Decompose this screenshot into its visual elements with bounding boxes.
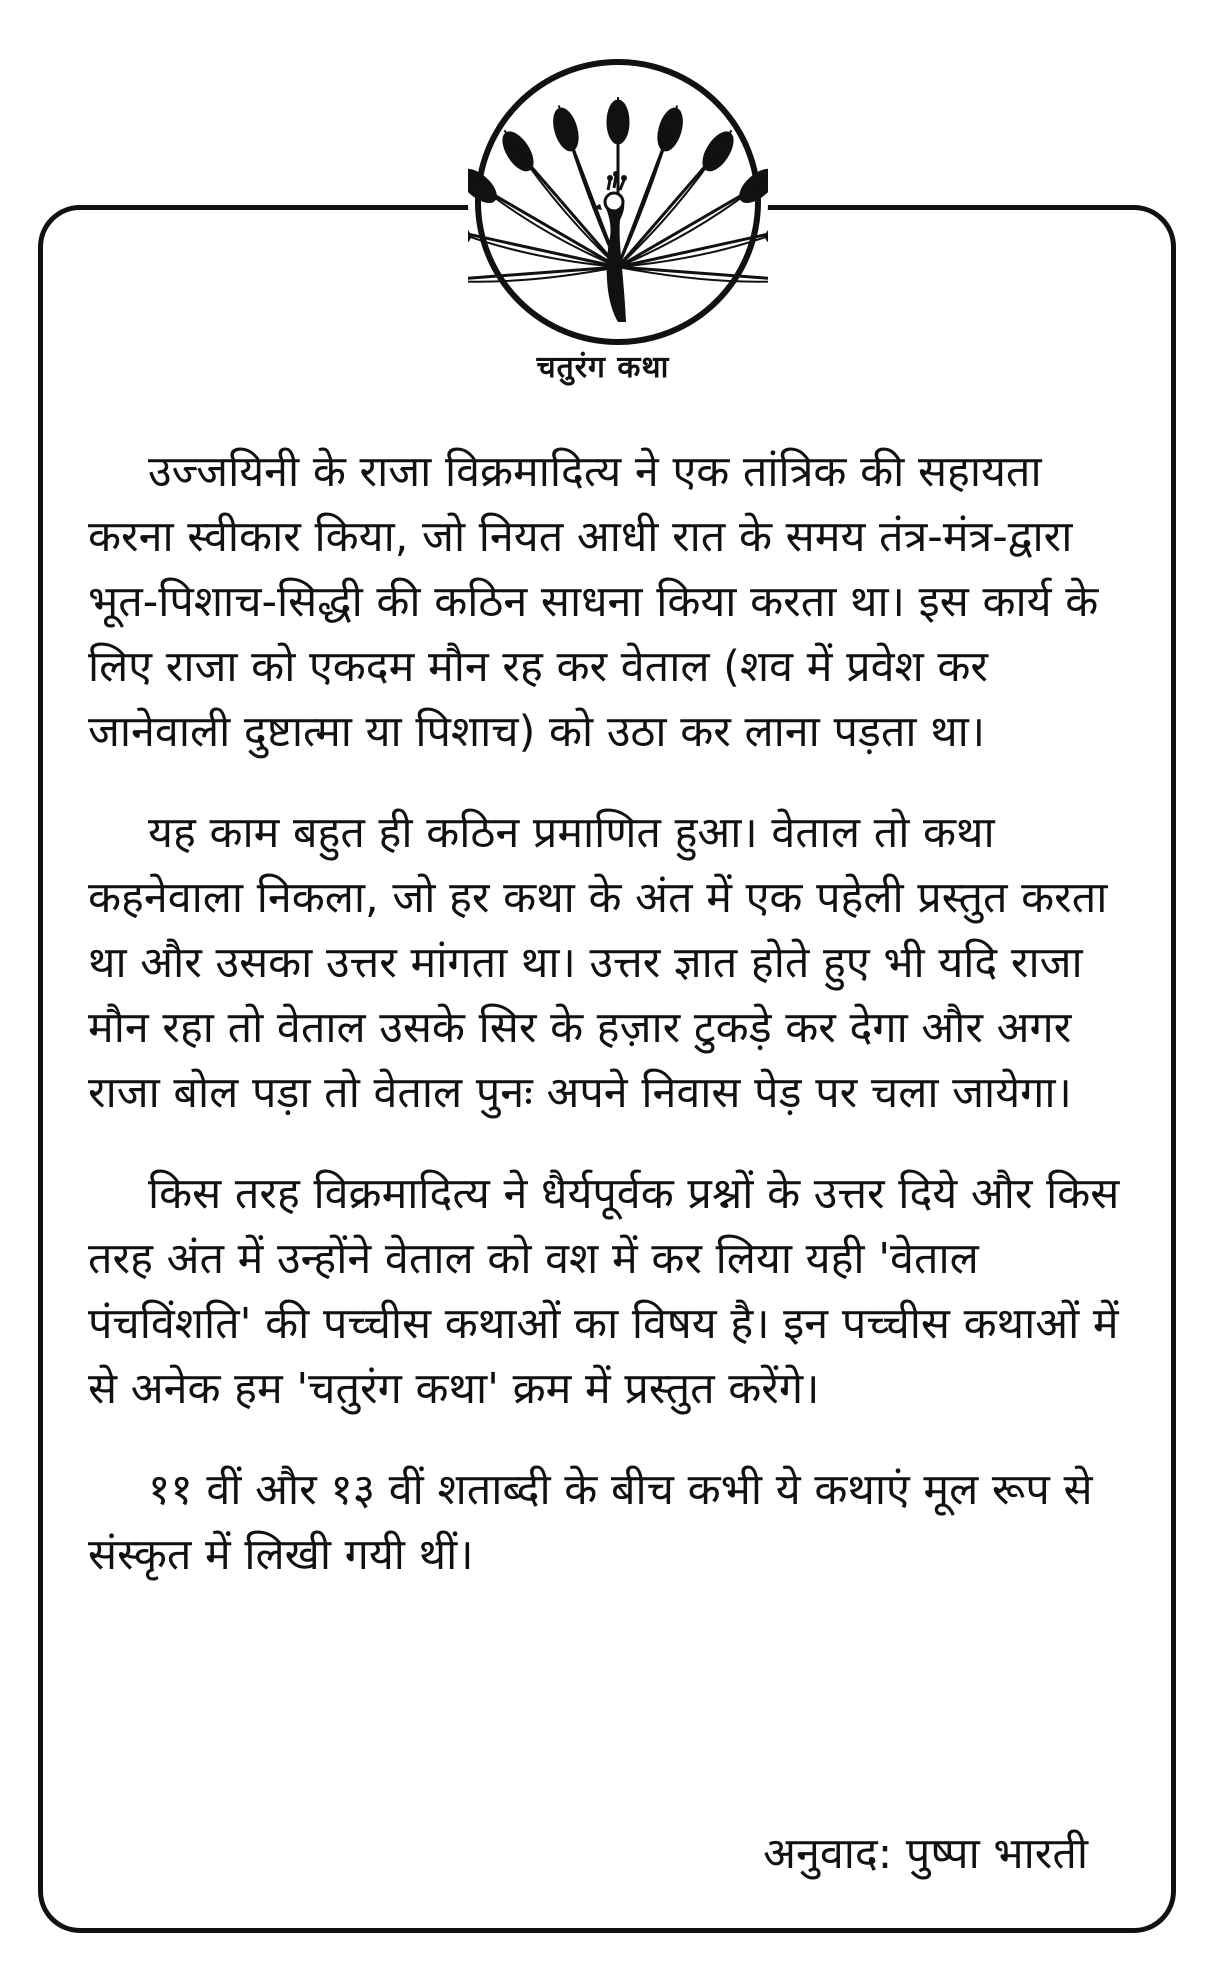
paragraph-3: किस तरह विक्रमादित्य ने धैर्यपूर्वक प्रश्नों के उत्तर दिये और किस तरह अंत में उन्होंने वेताल को वश में कर लिया यही 'वेताल पंचविंशति' की पच्चीस कथाओं का विषय है। इन पच्चीस कथाओं में से अनेक हम 'चतुरंग कथा' क्रम में प्रस्तुत करेंगे। <box>88 1169 1120 1414</box>
story-intro <box>88 440 1138 1612</box>
peacock-logo-icon <box>468 52 768 352</box>
translator-credit: अनुवाद: पुष्पा भारती <box>763 1829 1088 1879</box>
series-title: चतुरंग कथा <box>536 350 670 385</box>
feather-shaft <box>618 186 758 267</box>
feather-eye <box>762 211 768 249</box>
paragraph-2: यह काम बहुत ही कठिन प्रमाणित हुआ। वेताल तो कथा कहनेवाला निकला, जो हर कथा के अंत में एक पहेली प्रस्तुत करता था और उसका उत्तर मांगता था। उत्तर ज्ञात होते हुए भी यदि राजा मौन रहा तो वेताल उसके सिर के हज़ार टुकड़े कर देगा और अगर राजा बोल पड़ा तो वेताल पुनः अपने निवास पेड़ पर चला जायेगा। <box>88 808 1108 1118</box>
paragraph-4: ११ वीं और १३ वीं शताब्दी के बीच कभी ये कथाएं मूल रूप से संस्कृत में लिखी गयी थीं। <box>88 1465 1093 1580</box>
paragraph-1: उज्जयिनी के राजा विक्रमादित्य ने एक तांत्रिक की सहायता करना स्वीकार किया, जो नियत आधी रात के समय तंत्र-मंत्र-द्वारा भूत-पिशाच-सिद्धी की कठिन साधना किया करता था। इस कार्य के लिए राजा को एकदम मौन रह कर वेताल (शव में प्रवेश कर जानेवाली दुष्टात्मा या पिशाच) को उठा कर लाना पड़ता था। <box>88 447 1099 757</box>
feather-shaft <box>478 186 618 267</box>
feather-eye <box>468 163 502 208</box>
feather-eye <box>734 163 768 208</box>
feather-eye <box>468 211 474 249</box>
